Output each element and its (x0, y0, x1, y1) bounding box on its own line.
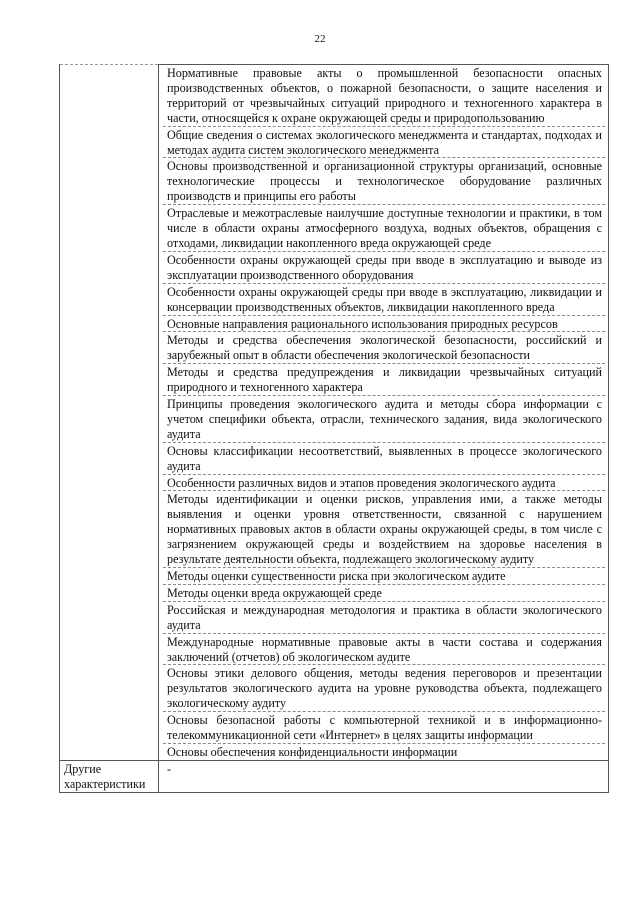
knowledge-item: Особенности охраны окружающей среды при вводе в эксплуатацию и выводе из эксплуатации производственного оборудования (163, 252, 605, 284)
other-characteristics-value: - (167, 761, 172, 776)
knowledge-item: Основы производственной и организационной структуры организаций, основные технологические процессы и технологическое оборудование различных производств и принципы его работы (163, 158, 605, 205)
knowledge-item: Нормативные правовые акты о промышленной безопасности опасных производственных объектов, о пожарной безопасности, о защите населения и территорий от чрезвычайных ситуаций природного и техногенного характера в части, относящейся к охране окружающей среды и природопользованию (163, 65, 605, 127)
knowledge-item: Методы и средства предупреждения и ликвидации чрезвычайных ситуаций природного и техногенного характера (163, 364, 605, 396)
knowledge-row (60, 65, 609, 761)
knowledge-label-cell (60, 65, 159, 761)
knowledge-item: Основы этики делового общения, методы ведения переговоров и презентации результатов экологического аудита на уровне руководства объекта, подлежащего экологическому аудиту (163, 665, 605, 712)
knowledge-item: Отраслевые и межотраслевые наилучшие доступные технологии и практики, в том числе в области охраны атмосферного воздуха, водных объектов, обращения с отходами, ликвидации накопленного вреда окружающей среде (163, 205, 605, 252)
knowledge-item: Общие сведения о системах экологического менеджмента и стандартах, подходах и методах аудита систем экологического менеджмента (163, 127, 605, 159)
other-characteristics-label: Другие характеристики (64, 761, 146, 791)
knowledge-item: Основы классификации несоответствий, выявленных в процессе экологического аудита (163, 443, 605, 475)
other-characteristics-label-cell (60, 760, 159, 792)
requirements-table (59, 64, 609, 793)
knowledge-item: Особенности охраны окружающей среды при вводе в эксплуатацию, ликвидации и консервации производственных объектов, ликвидации накопленного вреда (163, 284, 605, 316)
knowledge-item: Основы обеспечения конфиденциальности информации (167, 744, 458, 759)
knowledge-item: Особенности различных видов и этапов проведения экологического аудита (163, 475, 605, 492)
knowledge-item: Основные направления рационального использования природных ресурсов (163, 316, 605, 333)
knowledge-items-cell (159, 65, 609, 761)
knowledge-item: Российская и международная методология и практика в области экологического аудита (163, 602, 605, 634)
other-characteristics-row (60, 760, 609, 792)
knowledge-item: Методы идентификации и оценки рисков, управления ими, а также методы выявления и оценки уровня ответственности, связанной с нарушением нормативных правовых актов в области охраны окружающей среды, в том числе с загрязнением окружающей среды и воздействием на здоровье населения в результате деятельности объекта, подлежащего экологическому аудиту (163, 491, 605, 568)
page-number: 22 (314, 33, 326, 45)
knowledge-item: Методы оценки существенности риска при экологическом аудите (163, 568, 605, 585)
knowledge-item: Принципы проведения экологического аудита и методы сбора информации с учетом специфики объекта, отрасли, технического задания, вида экологического аудита (163, 396, 605, 443)
knowledge-item: Методы оценки вреда окружающей среде (163, 585, 605, 602)
knowledge-item: Международные нормативные правовые акты в части состава и содержания заключений (отчетов) об экологическом аудите (163, 634, 605, 666)
knowledge-item: Методы и средства обеспечения экологической безопасности, российский и зарубежный опыт в области обеспечения экологической безопасности (163, 332, 605, 364)
knowledge-item: Основы безопасной работы с компьютерной техникой и в информационно-телекоммуникационной сети «Интернет» в целях защиты информации (163, 712, 605, 744)
other-characteristics-value-cell (159, 760, 609, 792)
